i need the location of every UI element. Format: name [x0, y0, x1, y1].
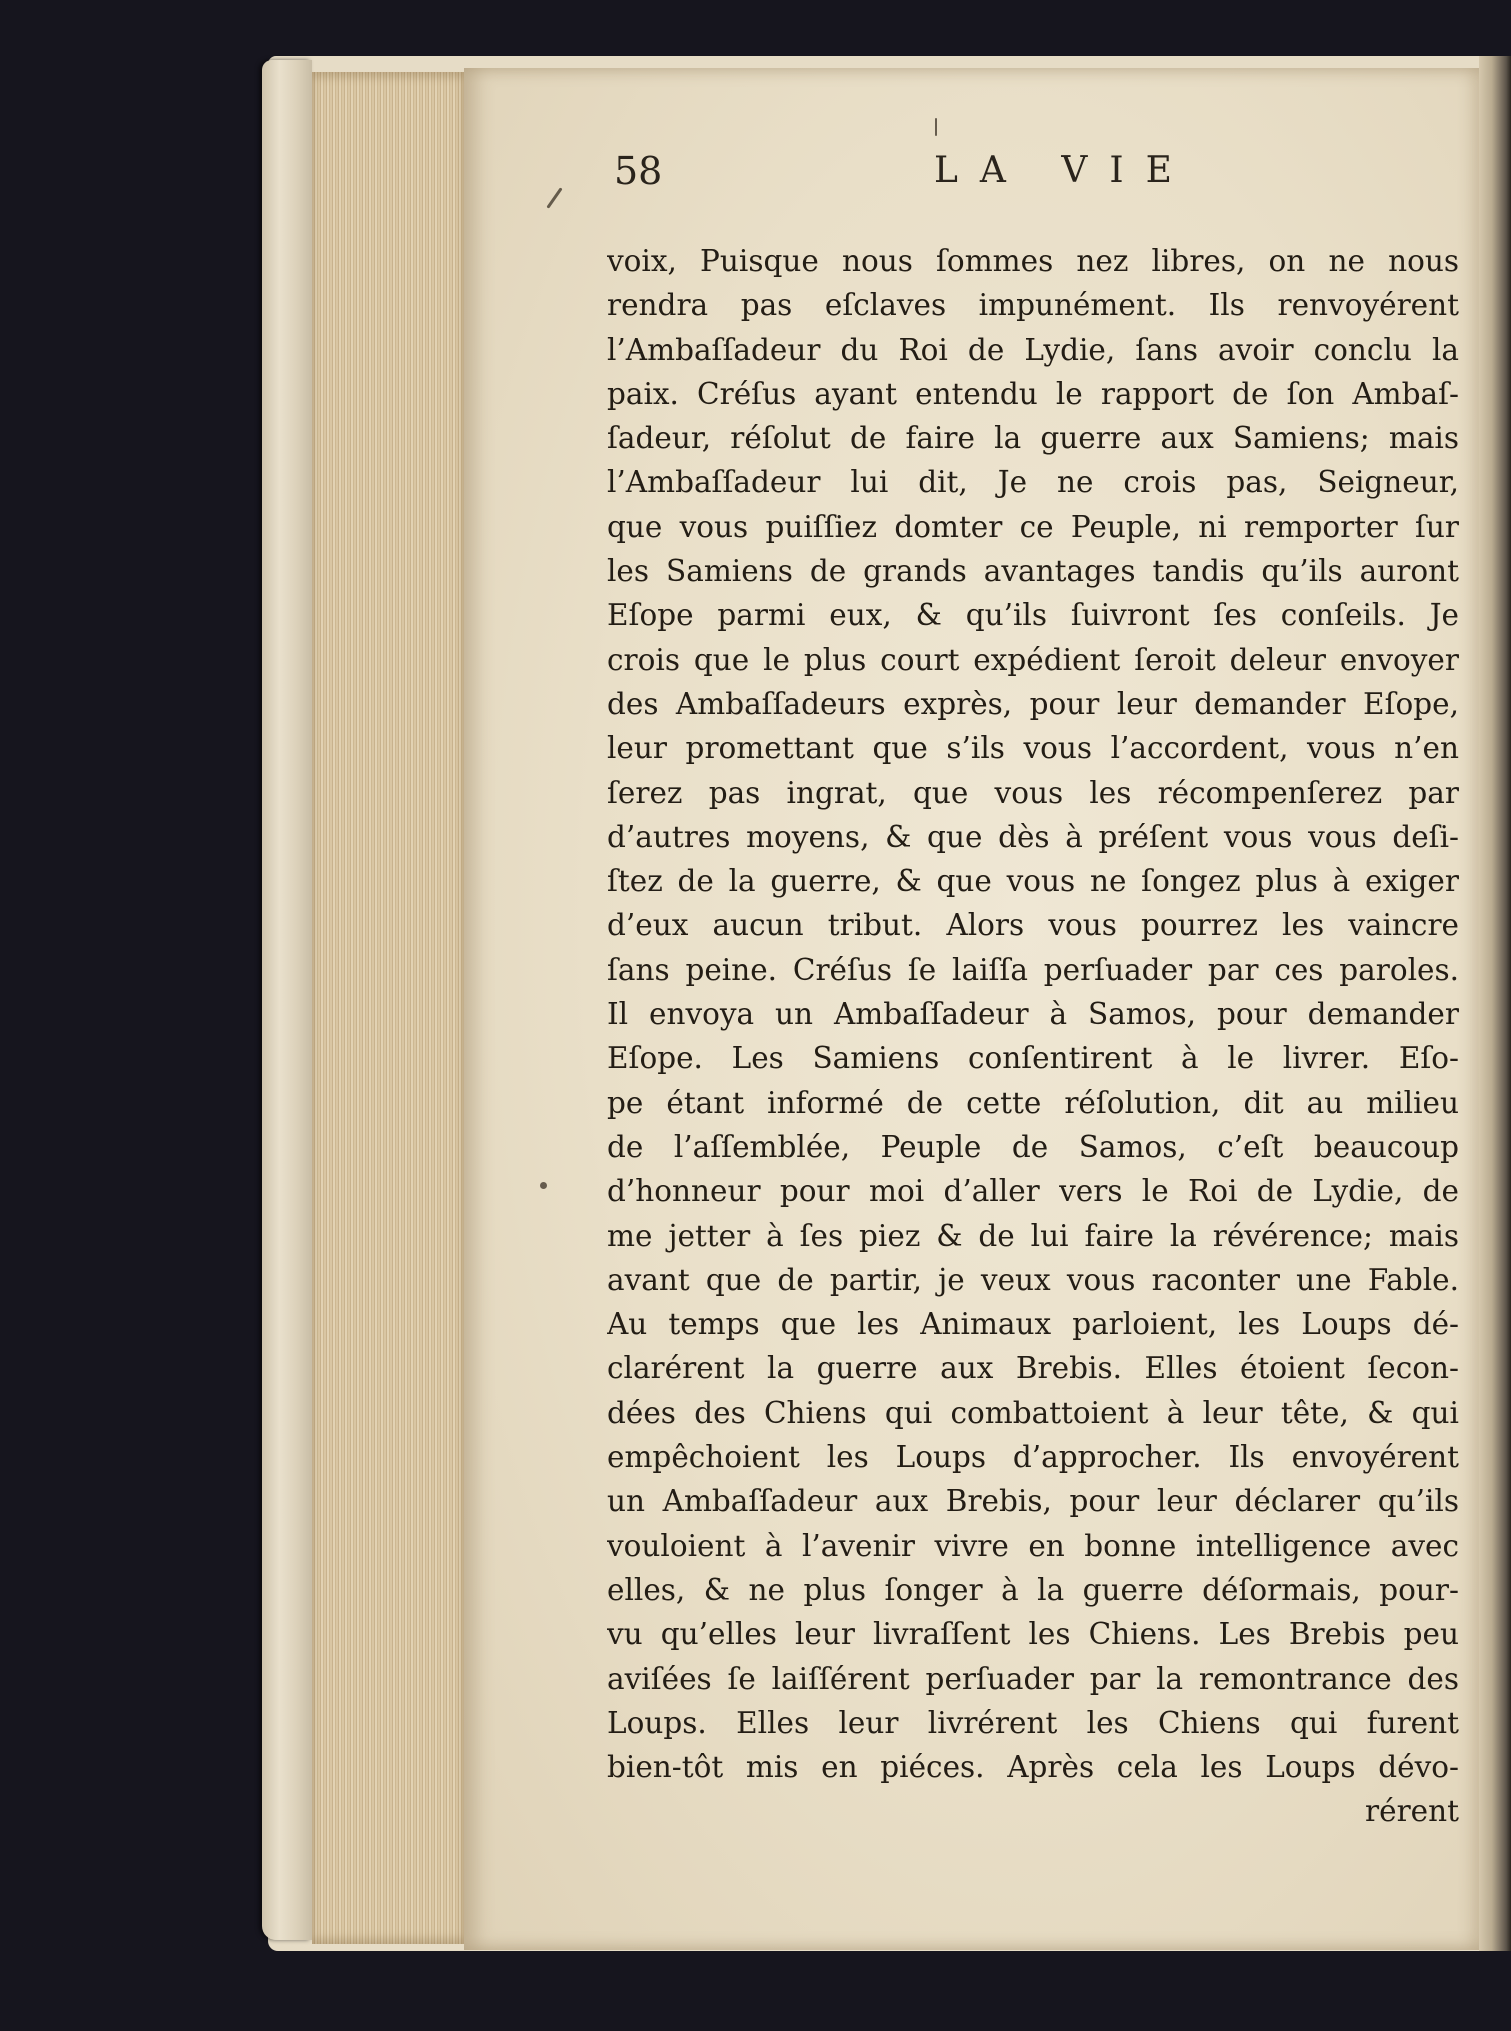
text-line: d’honneur pour moi d’aller vers le Roi de Lydie, de: [607, 1174, 1459, 1209]
text-line: Au temps que les Animaux parloient, les Loups dé-: [607, 1307, 1459, 1342]
text-line: ſerez pas ingrat, que vous les récompenſerez par: [607, 775, 1459, 810]
text-line: vu qu’elles leur livraſſent les Chiens. Les Brebis peu: [607, 1617, 1459, 1652]
ink-speck: [540, 1182, 547, 1189]
page-header: [614, 146, 1454, 196]
text-line: l’Ambaſſadeur du Roi de Lydie, ſans avoir conclu la: [607, 332, 1459, 367]
text-line: clarérent la guerre aux Brebis. Elles étoient ſecon-: [607, 1351, 1459, 1386]
text-line: rendra pas eſclaves impunément. Ils renvoyérent: [607, 288, 1459, 323]
text-line: ſadeur, réſolut de faire la guerre aux Samiens; mais: [607, 421, 1459, 456]
text-line: Eſope. Les Samiens conſentirent à le livrer. Eſo-: [607, 1041, 1459, 1076]
text-line: crois que le plus court expédient ſeroit deleur envoyer: [607, 642, 1459, 677]
text-line: ſans peine. Créſus ſe laiſſa perſuader par ces paroles.: [607, 952, 1459, 987]
body-text: [607, 239, 1459, 1834]
text-line: leur promettant que s’ils vous l’accordent, vous n’en: [607, 731, 1459, 766]
text-line: que vous puiſſiez domter ce Peuple, ni remporter ſur: [607, 509, 1459, 544]
text-line: Eſope parmi eux, & qu’ils ſuivront ſes conſeils. Je: [607, 598, 1459, 633]
text-line: Il envoya un Ambaſſadeur à Samos, pour demander: [607, 997, 1459, 1032]
text-line: pe étant informé de cette réſolution, dit au milieu: [607, 1085, 1459, 1120]
text-line: un Ambaſſadeur aux Brebis, pour leur déclarer qu’ils: [607, 1484, 1459, 1519]
text-line: d’autres moyens, & que dès à préſent vous vous deſi-: [607, 819, 1459, 854]
text-line: d’eux aucun tribut. Alors vous pourrez les vaincre: [607, 908, 1459, 943]
text-line: vouloient à l’avenir vivre en bonne intelligence avec: [607, 1528, 1459, 1563]
vellum-cover-edge: [262, 60, 312, 1940]
text-line: rérent: [1365, 1794, 1459, 1829]
running-head: LA VIE: [934, 150, 1194, 191]
text-line: les Samiens de grands avantages tandis qu’ils auront: [607, 554, 1459, 589]
text-line: paix. Créſus ayant entendu le rapport de ſon Ambaſ-: [607, 376, 1459, 411]
text-line: Loups. Elles leur livrérent les Chiens qui furent: [607, 1705, 1459, 1740]
text-line: me jetter à ſes piez & de lui faire la révérence; mais: [607, 1218, 1459, 1253]
text-line: avant que de partir, je veux vous raconter une Fable.: [607, 1262, 1459, 1297]
text-line: de l’aſſemblée, Peuple de Samos, c’eſt beaucoup: [607, 1129, 1459, 1164]
text-line: ſtez de la guerre, & que vous ne ſongez plus à exiger: [607, 864, 1459, 899]
text-line: l’Ambaſſadeur lui dit, Je ne crois pas, Seigneur,: [607, 465, 1459, 500]
ink-speck: [935, 118, 937, 136]
page-number: 58: [614, 149, 663, 193]
text-line: aviſées ſe laiſſérent perſuader par la remontrance des: [607, 1661, 1459, 1696]
text-line: des Ambaſſadeurs exprès, pour leur demander Eſope,: [607, 686, 1459, 721]
page-fore-edge: [312, 72, 466, 1944]
binding-gutter: [1479, 56, 1511, 1951]
text-line: dées des Chiens qui combattoient à leur tête, & qui: [607, 1395, 1459, 1430]
text-line: empêchoient les Loups d’approcher. Ils envoyérent: [607, 1440, 1459, 1475]
text-line: voix, Puisque nous ſommes nez libres, on ne nous: [607, 244, 1459, 278]
text-line: bien-tôt mis en piéces. Après cela les Loups dévo-: [607, 1750, 1459, 1785]
text-line: elles, & ne plus ſonger à la guerre déſormais, pour-: [607, 1572, 1459, 1607]
